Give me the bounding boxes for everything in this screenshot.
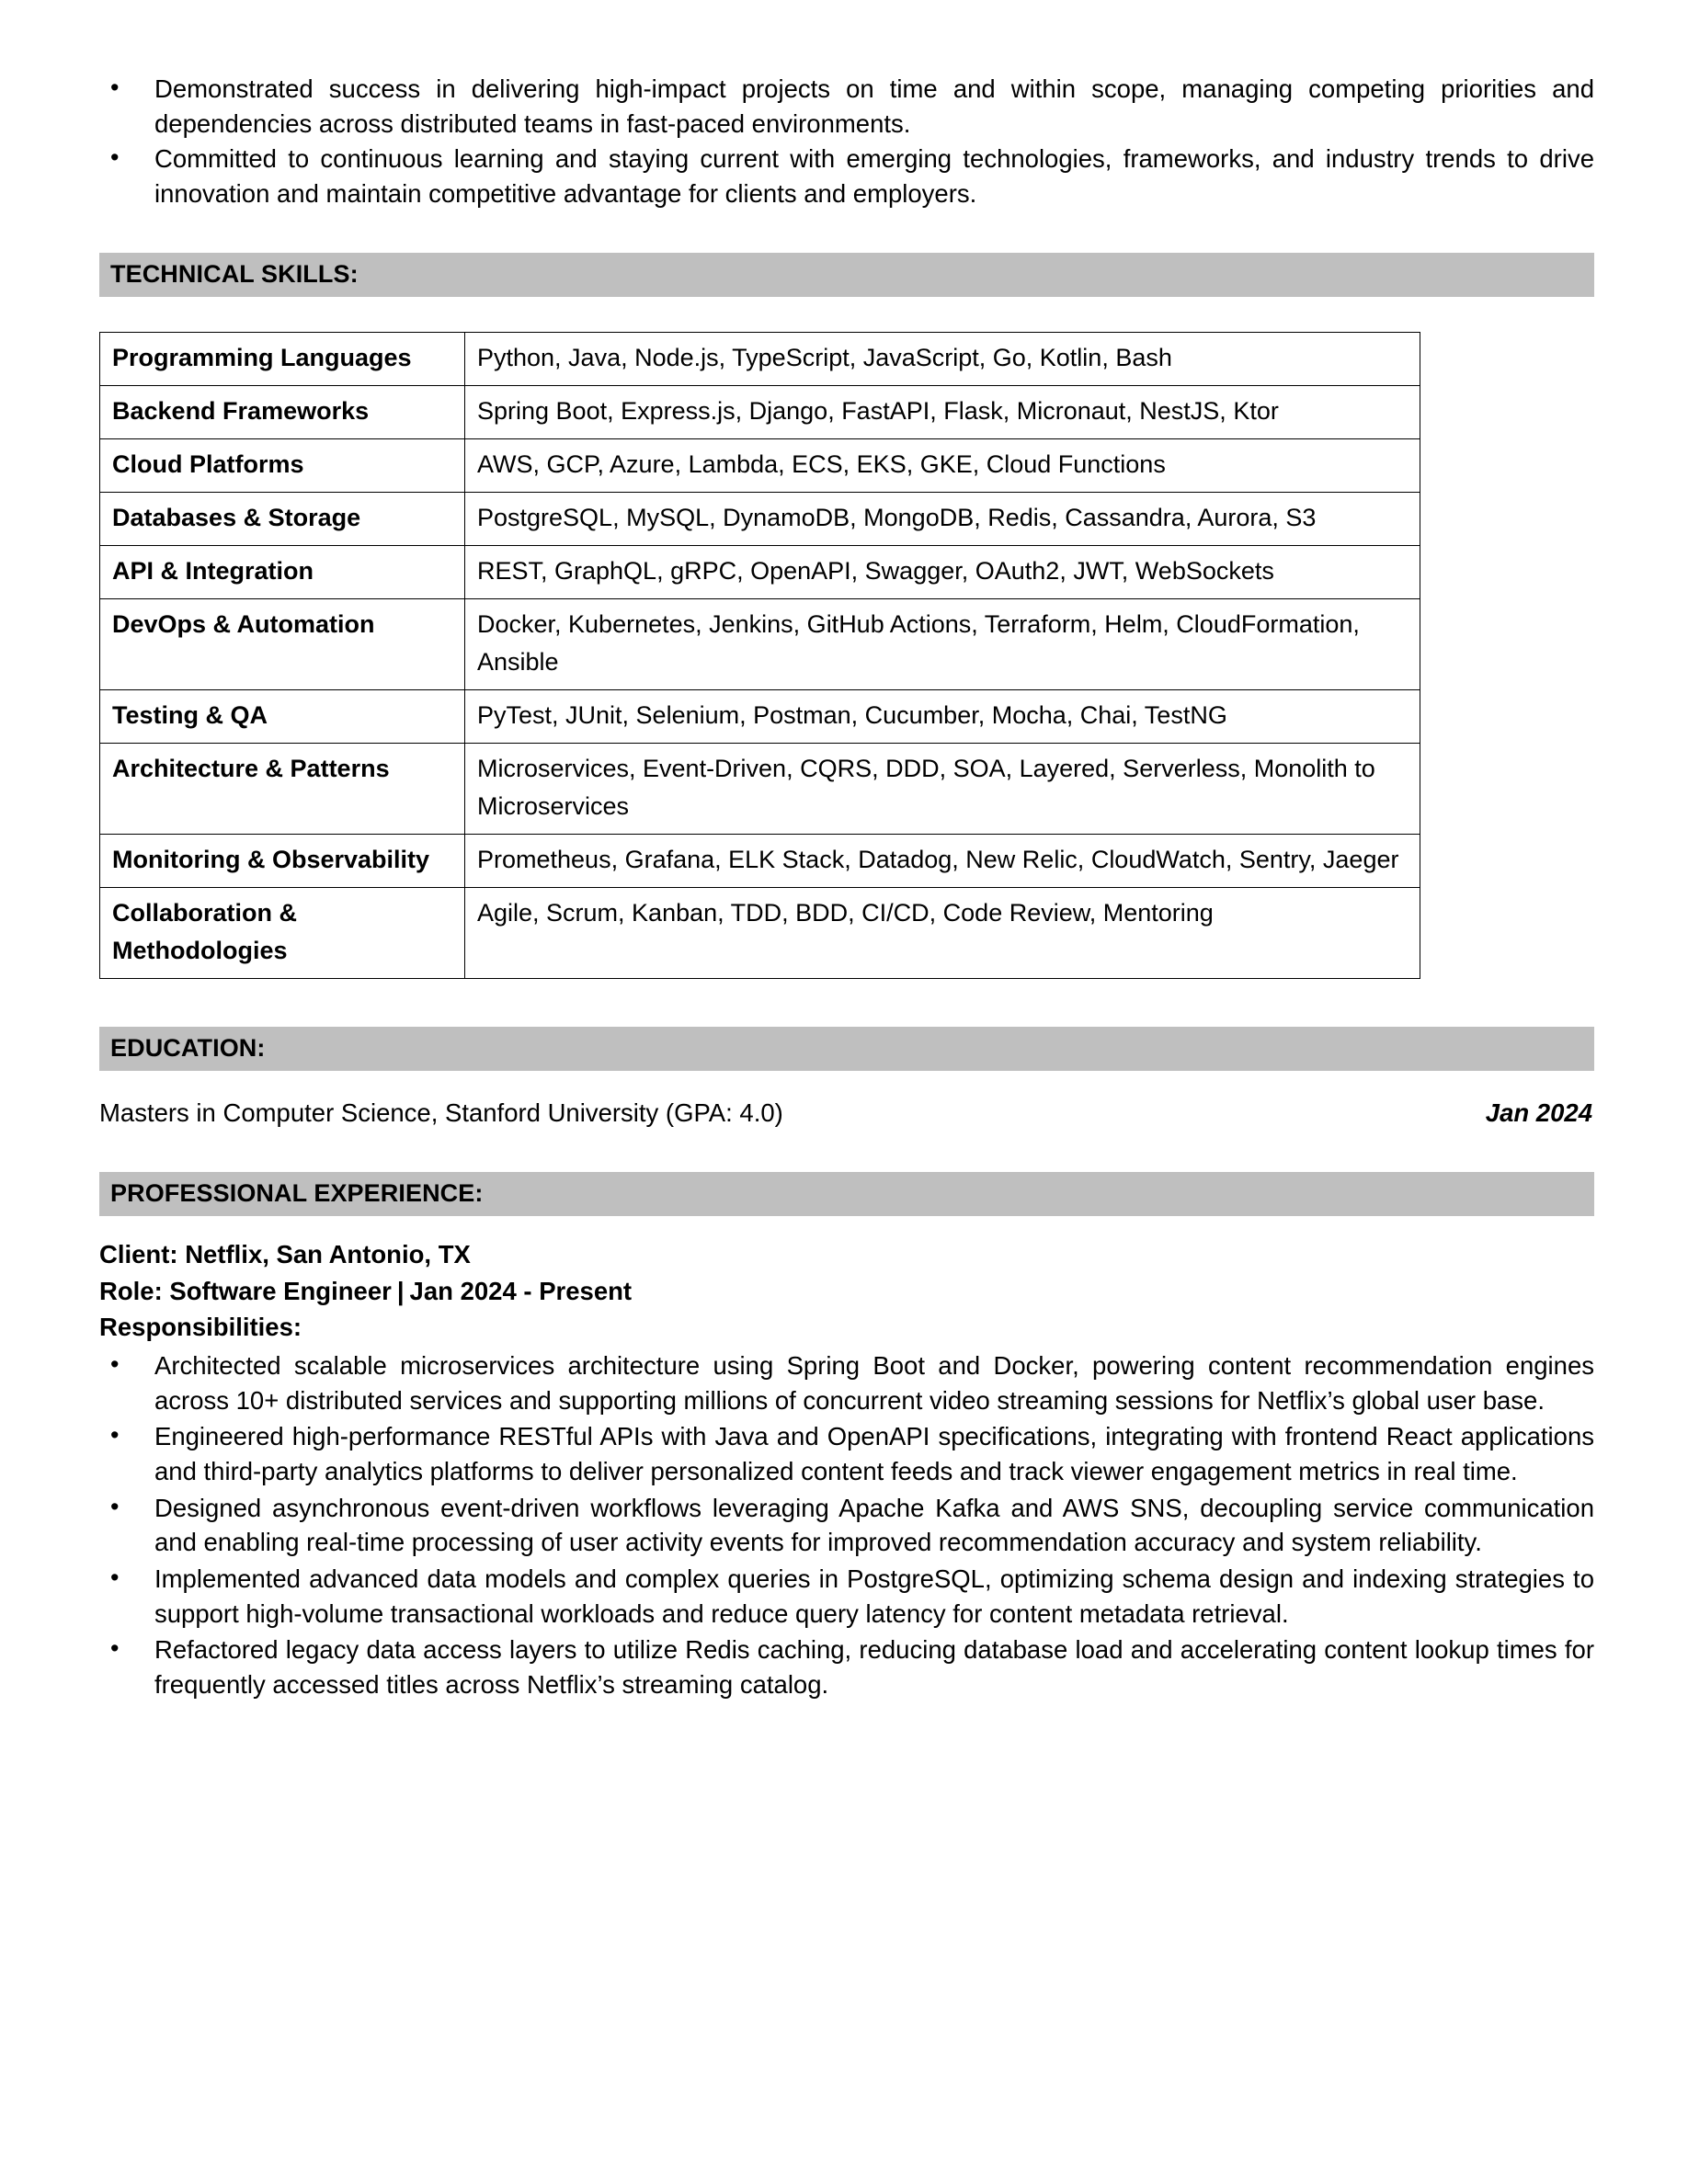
- table-row: [100, 835, 1420, 888]
- section-heading-education: EDUCATION:: [99, 1027, 1594, 1071]
- skill-category-label: Monitoring & Observability: [100, 835, 465, 888]
- skill-category-value: Docker, Kubernetes, Jenkins, GitHub Actions, Terraform, Helm, CloudFormation, Ansible: [465, 598, 1420, 689]
- skill-category-value: REST, GraphQL, gRPC, OpenAPI, Swagger, OAuth2, JWT, WebSockets: [465, 545, 1420, 598]
- table-row: [100, 888, 1420, 979]
- skill-category-label: Cloud Platforms: [100, 438, 465, 492]
- list-item: [99, 1419, 1594, 1488]
- list-item: [99, 1562, 1594, 1631]
- education-entry: [99, 1098, 1594, 1128]
- table-row: [100, 545, 1420, 598]
- summary-bullet-list: [99, 72, 1594, 211]
- responsibilities-bullet-list: [99, 1348, 1594, 1702]
- table-row: [100, 689, 1420, 743]
- experience-role-dates: Jan 2024 - Present: [409, 1276, 633, 1305]
- skill-category-value: Spring Boot, Express.js, Django, FastAPI, Flask, Micronaut, NestJS, Ktor: [465, 385, 1420, 438]
- responsibilities-label: Responsibilities:: [99, 1313, 302, 1342]
- bullet-icon: •: [110, 1492, 120, 1520]
- list-item-text: Implemented advanced data models and complex queries in PostgreSQL, optimizing schema design and indexing strategies to support high-volume transactional workloads and reduce query latency for content metadata retrieval.: [154, 1564, 1594, 1628]
- bullet-icon: •: [110, 1634, 120, 1663]
- list-item: [99, 72, 1594, 141]
- experience-client: Client: Netflix, San Antonio, TX: [99, 1240, 471, 1269]
- table-row: [100, 438, 1420, 492]
- spacer: [99, 1071, 1594, 1098]
- spacer: [99, 1128, 1594, 1172]
- bullet-icon: •: [110, 1421, 120, 1450]
- skill-category-label: Programming Languages: [100, 332, 465, 385]
- list-item: [99, 1348, 1594, 1417]
- list-item-text: Demonstrated success in delivering high-impact projects on time and within scope, managing competing priorities and dependencies across distributed teams in fast-paced environments.: [154, 74, 1594, 138]
- list-item: [99, 142, 1594, 210]
- bullet-icon: •: [110, 143, 120, 172]
- bullet-icon: •: [110, 1563, 120, 1591]
- technical-skills-table: [99, 332, 1420, 979]
- experience-role-separator: |: [396, 1276, 405, 1305]
- table-row: [100, 743, 1420, 834]
- spacer: [99, 979, 1594, 1027]
- skill-category-label: Collaboration & Methodologies: [100, 888, 465, 979]
- education-date: Jan 2024: [1485, 1098, 1592, 1128]
- education-degree: Masters in Computer Science, Stanford University (GPA: 4.0): [99, 1098, 783, 1128]
- skill-category-value: Python, Java, Node.js, TypeScript, JavaScript, Go, Kotlin, Bash: [465, 332, 1420, 385]
- experience-role-title: Role: Software Engineer: [99, 1276, 392, 1305]
- section-heading-professional-experience: PROFESSIONAL EXPERIENCE:: [99, 1172, 1594, 1216]
- spacer: [99, 297, 1594, 332]
- skill-category-value: Prometheus, Grafana, ELK Stack, Datadog, New Relic, CloudWatch, Sentry, Jaeger: [465, 835, 1420, 888]
- skill-category-label: Architecture & Patterns: [100, 743, 465, 834]
- skill-category-value: AWS, GCP, Azure, Lambda, ECS, EKS, GKE, Cloud Functions: [465, 438, 1420, 492]
- table-row: [100, 385, 1420, 438]
- list-item-text: Architected scalable microservices architecture using Spring Boot and Docker, powering content recommendation engines across 10+ distributed services and supporting millions of concurrent video streaming sessions for Netflix’s global user base.: [154, 1350, 1594, 1415]
- skill-category-value: PostgreSQL, MySQL, DynamoDB, MongoDB, Redis, Cassandra, Aurora, S3: [465, 492, 1420, 545]
- list-item-text: Engineered high-performance RESTful APIs with Java and OpenAPI specifications, integrating with frontend React applications and third-party analytics platforms to deliver personalized content feeds and track viewer engagement metrics in real time.: [154, 1422, 1594, 1485]
- skill-category-label: Databases & Storage: [100, 492, 465, 545]
- list-item-text: Committed to continuous learning and staying current with emerging technologies, frameworks, and industry trends to drive innovation and maintain competitive advantage for clients and employers.: [154, 144, 1594, 209]
- spacer: [99, 1216, 1594, 1236]
- bullet-icon: •: [110, 74, 120, 101]
- skill-category-label: Backend Frameworks: [100, 385, 465, 438]
- section-heading-technical-skills: TECHNICAL SKILLS:: [99, 253, 1594, 297]
- list-item-text: Designed asynchronous event-driven workflows leveraging Apache Kafka and AWS SNS, decoupling service communication and enabling real-time processing of user activity events for improved recommendation accuracy and system reliability.: [154, 1493, 1594, 1557]
- skill-category-value: Agile, Scrum, Kanban, TDD, BDD, CI/CD, Code Review, Mentoring: [465, 888, 1420, 979]
- list-item: [99, 1632, 1594, 1701]
- skill-category-label: API & Integration: [100, 545, 465, 598]
- experience-role: [99, 1273, 1594, 1310]
- table-row: [100, 332, 1420, 385]
- list-item: [99, 1491, 1594, 1560]
- skill-category-label: Testing & QA: [100, 689, 465, 743]
- skill-category-value: Microservices, Event-Driven, CQRS, DDD, SOA, Layered, Serverless, Monolith to Microservices: [465, 743, 1420, 834]
- spacer: [99, 212, 1594, 253]
- table-row: [100, 492, 1420, 545]
- table-row: [100, 598, 1420, 689]
- list-item-text: Refactored legacy data access layers to utilize Redis caching, reducing database load and accelerating content lookup times for frequently accessed titles across Netflix’s streaming catalog.: [154, 1635, 1594, 1699]
- skill-category-value: PyTest, JUnit, Selenium, Postman, Cucumber, Mocha, Chai, TestNG: [465, 689, 1420, 743]
- skill-category-label: DevOps & Automation: [100, 598, 465, 689]
- bullet-icon: •: [110, 1349, 120, 1378]
- experience-entry-header: [99, 1236, 1594, 1309]
